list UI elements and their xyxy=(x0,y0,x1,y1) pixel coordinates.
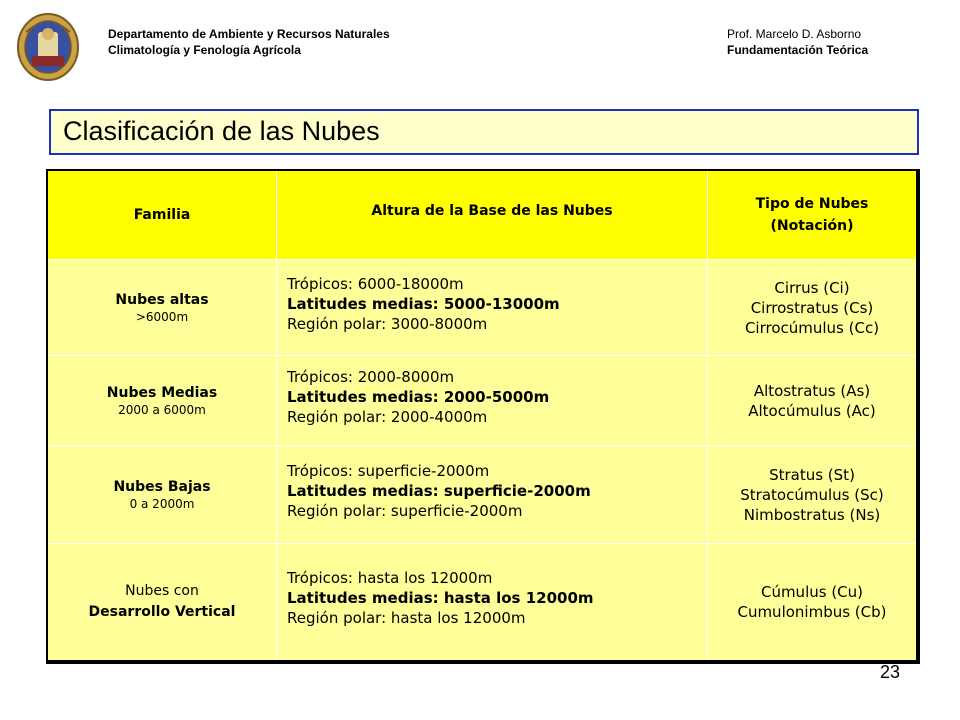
table-header-row xyxy=(47,170,918,260)
cloud-type: Altocúmulus (Ac) xyxy=(748,401,876,420)
cloud-types-cell xyxy=(708,446,919,544)
cloud-types-cell xyxy=(708,260,919,356)
header-author xyxy=(727,26,868,58)
altitude-tropicos: Trópicos: 6000-18000m xyxy=(287,274,464,293)
cloud-type: Stratocúmulus (Sc) xyxy=(740,485,884,504)
table-row xyxy=(47,356,918,446)
cloud-types-cell xyxy=(708,544,919,663)
table-row xyxy=(47,260,918,356)
altitude-tropicos: Trópicos: superficie-2000m xyxy=(287,461,490,480)
altitude-polar: Región polar: superficie-2000m xyxy=(287,501,523,520)
altitude-cell xyxy=(277,356,708,446)
table-row xyxy=(47,446,918,544)
cloud-type: Cúmulus (Cu) xyxy=(760,583,864,601)
department-name: Departamento de Ambiente y Recursos Naturales xyxy=(108,27,390,41)
altitude-cell xyxy=(277,544,708,663)
family-name: Desarrollo Vertical xyxy=(88,604,236,620)
family-cell xyxy=(47,260,277,356)
family-name: Nubes altas xyxy=(115,291,209,308)
altitude-polar: Región polar: 2000-4000m xyxy=(287,407,488,426)
header-tipo: Tipo de Nubes (Notación) xyxy=(708,170,919,260)
family-cell xyxy=(47,446,277,544)
altitude-cell xyxy=(277,446,708,544)
title-box xyxy=(49,109,919,155)
cloud-type: Cumulonimbus (Cb) xyxy=(737,603,887,621)
section-name: Fundamentación Teórica xyxy=(727,43,869,57)
family-range: 0 a 2000m xyxy=(129,496,195,511)
family-name: Nubes Bajas xyxy=(113,478,211,495)
cloud-classification-table xyxy=(46,169,920,664)
cloud-type: Altostratus (As) xyxy=(753,381,871,400)
cloud-types-cell xyxy=(708,356,919,446)
family-range: >6000m xyxy=(135,309,189,324)
header-department xyxy=(108,26,390,58)
altitude-latitudes: Latitudes medias: 2000-5000m xyxy=(287,387,550,406)
cloud-type: Cirrostratus (Cs) xyxy=(750,298,874,317)
slide-title: Clasificación de las Nubes xyxy=(63,116,380,146)
altitude-latitudes: Latitudes medias: 5000-13000m xyxy=(287,294,560,313)
cloud-type: Cirrus (Ci) xyxy=(774,278,850,297)
cloud-type: Stratus (St) xyxy=(769,465,855,484)
altitude-latitudes: Latitudes medias: superficie-2000m xyxy=(287,481,591,500)
family-cell xyxy=(47,544,277,663)
family-name: Nubes Medias xyxy=(106,384,218,401)
professor-name: Prof. Marcelo D. Asborno xyxy=(727,27,862,41)
university-seal-logo xyxy=(16,12,80,82)
page-number: 23 xyxy=(880,662,901,682)
altitude-latitudes: Latitudes medias: hasta los 12000m xyxy=(287,589,594,607)
header-familia: Familia xyxy=(47,170,277,260)
cloud-type: Cirrocúmulus (Cc) xyxy=(744,318,880,337)
altitude-cell xyxy=(277,260,708,356)
family-cell xyxy=(47,356,277,446)
family-name-prefix: Nubes con xyxy=(125,583,199,599)
altitude-polar: Región polar: hasta los 12000m xyxy=(287,609,526,627)
altitude-tropicos: Trópicos: hasta los 12000m xyxy=(287,569,493,587)
cloud-type: Nimbostratus (Ns) xyxy=(743,505,881,524)
subject-name: Climatología y Fenología Agrícola xyxy=(108,43,301,57)
family-range: 2000 a 6000m xyxy=(118,402,206,417)
header-altura: Altura de la Base de las Nubes xyxy=(277,170,708,260)
table-row xyxy=(47,544,918,663)
altitude-tropicos: Trópicos: 2000-8000m xyxy=(287,367,455,386)
altitude-polar: Región polar: 3000-8000m xyxy=(287,314,488,333)
